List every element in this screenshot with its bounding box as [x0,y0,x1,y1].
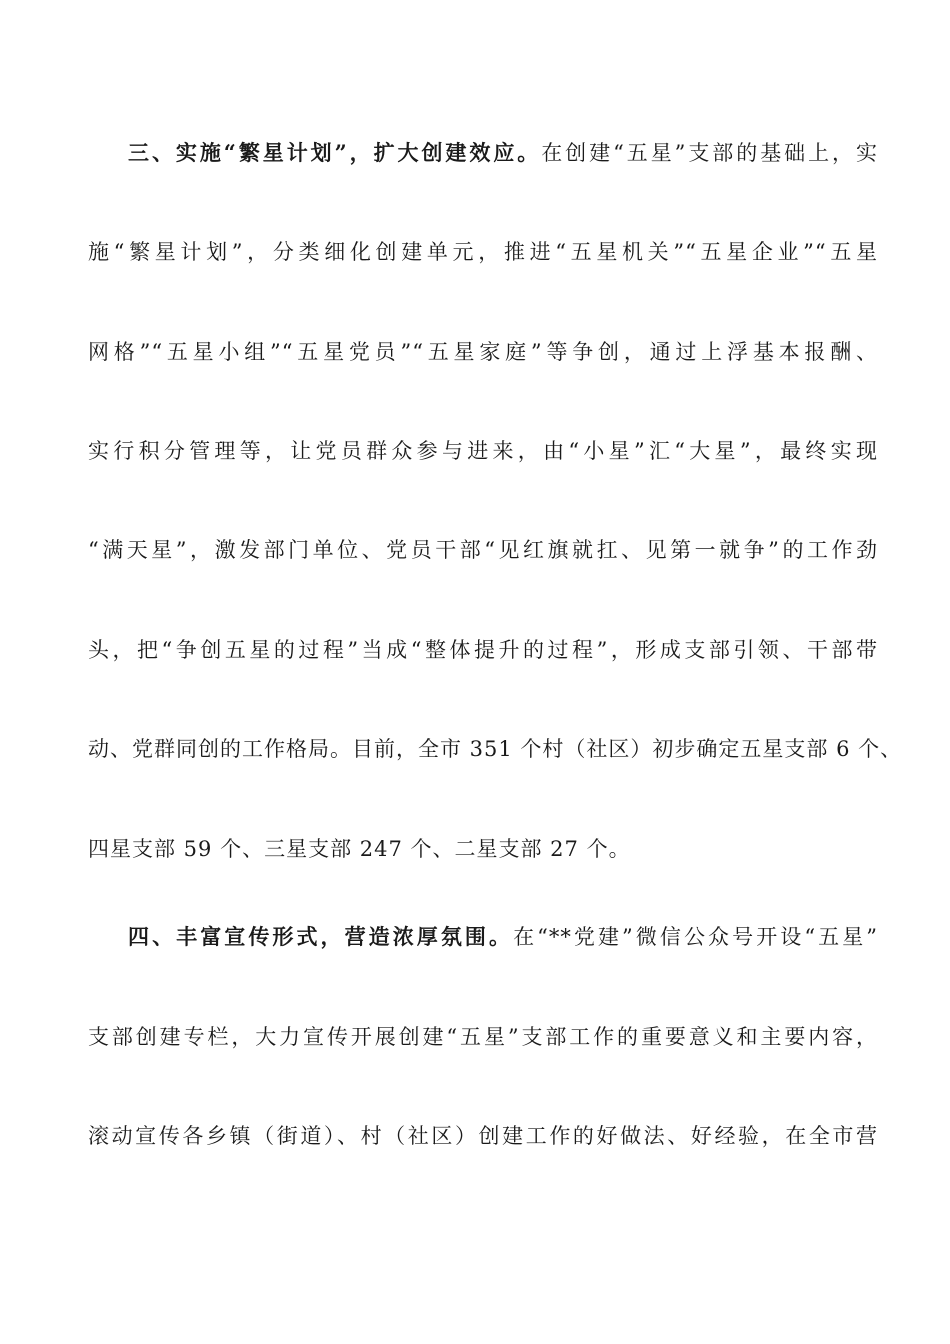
paragraph-4-text: 在“**党建”微信公众号开设“五星” [513,925,878,949]
paragraph-4-heading: 四、丰富宣传形式，营造浓厚氛围。 [128,924,514,949]
paragraph-4-line-1 [128,917,878,957]
paragraph-3-line-8: 四星支部 59 个、三星支部 247 个、二星支部 27 个。 [88,837,631,861]
paragraph-3-heading: 三、实施“繁星计划”，扩大创建效应。 [128,140,542,165]
paragraph-3-line-7: 动、党群同创的工作格局。目前，全市 351 个村（社区）初步确定五星支部 6 个、 [88,737,903,761]
paragraph-3-line-5: “满天星”，激发部门单位、党员干部“见红旗就扛、见第一就争”的工作劲 [88,538,878,562]
paragraph-3-text: 在创建“五星”支部的基础上，实 [541,141,878,165]
paragraph-3-line-2: 施“繁星计划”，分类细化创建单元，推进“五星机关”“五星企业”“五星 [88,240,878,264]
paragraph-4-line-2: 支部创建专栏，大力宣传开展创建“五星”支部工作的重要意义和主要内容， [88,1025,878,1049]
paragraph-3-line-6: 头，把“争创五星的过程”当成“整体提升的过程”，形成支部引领、干部带 [88,638,878,662]
paragraph-3-line-3: 网格”“五星小组”“五星党员”“五星家庭”等争创，通过上浮基本报酬、 [88,340,878,364]
paragraph-3-line-4: 实行积分管理等，让党员群众参与进来，由“小星”汇“大星”，最终实现 [88,439,878,463]
paragraph-3-line-1 [128,133,878,173]
paragraph-4-line-3: 滚动宣传各乡镇（街道）、村（社区）创建工作的好做法、好经验，在全市营 [88,1124,878,1148]
